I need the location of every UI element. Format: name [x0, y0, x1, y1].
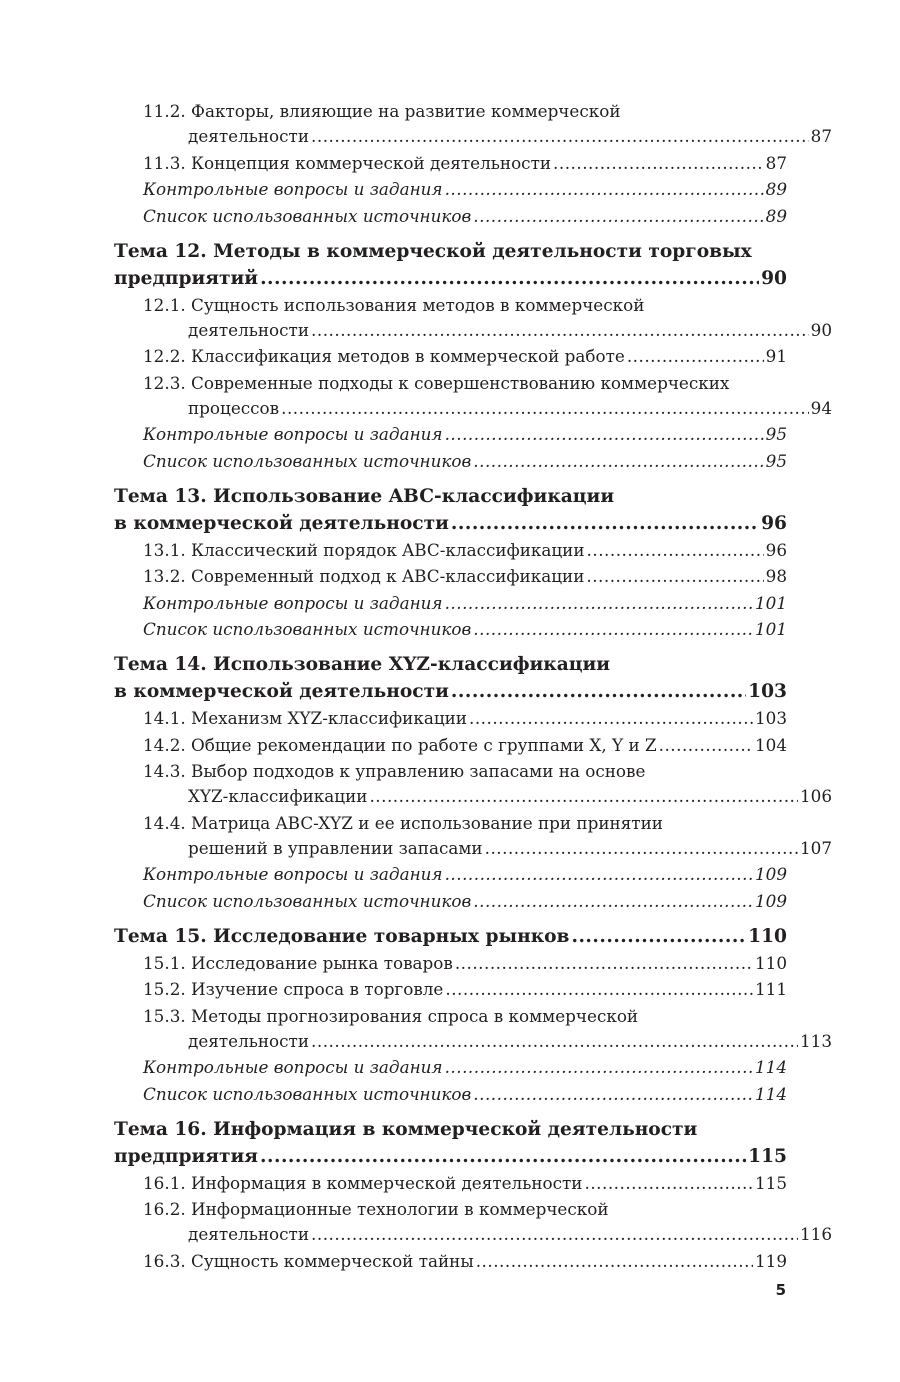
toc-entry[interactable]: [114, 99, 832, 149]
toc-page-number: 114: [754, 1083, 787, 1104]
dot-leader: [586, 564, 763, 589]
toc-page-number: 94: [810, 397, 832, 418]
toc-topic-entry[interactable]: [114, 651, 787, 705]
toc-entry-title: в коммерческой деятельности: [114, 512, 449, 534]
toc-entry[interactable]: [114, 1004, 832, 1054]
toc-entry-title: Тема 13. Использование ABC-классификации: [114, 485, 615, 507]
toc-entry[interactable]: [114, 977, 787, 1002]
toc-page-number: 89: [765, 205, 787, 226]
toc-entry-title: в коммерческой деятельности: [114, 681, 449, 702]
toc-entry-title: деятельности: [188, 126, 310, 146]
dot-leader: [260, 265, 759, 292]
toc-entry-title: Список использованных источников: [143, 1083, 472, 1104]
toc-entry-title: Список использованных источников: [143, 205, 472, 226]
toc-page-number: 109: [754, 864, 787, 884]
toc-entry-title: Тема 16. Информация в коммерческой деятельности: [114, 1118, 698, 1140]
toc-entry[interactable]: [114, 371, 832, 421]
toc-entry-title: 16.3. Сущность коммерческой тайны: [143, 1250, 474, 1271]
toc-page-number: 90: [761, 267, 787, 289]
toc-entry-title: 16.2. Информационные технологии в коммерческой: [143, 1199, 609, 1219]
dot-leader: [311, 318, 809, 343]
dot-leader: [445, 591, 753, 616]
toc-entry-title: Список использованных источников: [143, 890, 472, 911]
toc-entry[interactable]: [114, 564, 787, 589]
dot-leader: [587, 538, 764, 563]
toc-entry[interactable]: [114, 538, 787, 563]
toc-entry-title: 12.1. Сущность использования методов в коммерческой: [143, 294, 645, 315]
toc-entry[interactable]: [114, 1171, 787, 1196]
toc-entry-title: 12.3. Современные подходы к совершенствованию коммерческих: [143, 372, 730, 393]
toc-entry[interactable]: [114, 617, 787, 642]
toc-entry-title: деятельности: [188, 1224, 310, 1244]
dot-leader: [445, 862, 753, 887]
toc-page-number: 101: [754, 619, 787, 639]
toc-page-number: 87: [810, 126, 832, 146]
toc-page-number: 90: [810, 319, 832, 340]
toc-page-number: 115: [754, 1172, 787, 1193]
dot-leader: [369, 784, 798, 809]
toc-entry-title: 14.4. Матрица ABC-XYZ и ее использование при принятии: [143, 812, 663, 833]
toc-page-number: 107: [799, 837, 832, 858]
dot-leader: [485, 836, 798, 861]
toc-page-number: 103: [748, 681, 787, 702]
toc-entry-title: 13.1. Классический порядок ABC-классификации: [143, 539, 585, 560]
dot-leader: [455, 951, 753, 976]
toc-entry[interactable]: [114, 1197, 832, 1247]
toc-entry[interactable]: [114, 591, 787, 616]
toc-entry-title: деятельности: [188, 319, 310, 340]
toc-page-number: 119: [754, 1250, 787, 1271]
toc-entry[interactable]: [114, 811, 832, 861]
toc-entry-title: 13.2. Современный подход к ABC-классификации: [143, 566, 585, 586]
toc-page-number: 87: [765, 152, 787, 173]
toc-entry-title: Контрольные вопросы и задания: [143, 179, 443, 199]
dot-leader: [445, 177, 764, 202]
toc-entry[interactable]: [114, 1055, 787, 1080]
dot-leader: [585, 1171, 753, 1196]
toc-entry-title: XYZ-классификации: [188, 786, 368, 806]
toc-entry-title: предприятия: [114, 1145, 259, 1167]
dot-leader: [473, 449, 763, 474]
toc-entry-title: Контрольные вопросы и задания: [143, 864, 443, 884]
dot-leader: [473, 1082, 753, 1107]
toc-entry-title: 15.2. Изучение спроса в торговле: [143, 979, 444, 999]
dot-leader: [260, 1143, 746, 1170]
toc-page-number: 110: [754, 952, 787, 973]
toc-entry[interactable]: [114, 889, 787, 914]
toc-entry-title: Контрольные вопросы и задания: [143, 424, 443, 444]
toc-page-number: 104: [754, 734, 787, 755]
toc-entry[interactable]: [114, 177, 787, 202]
toc-entry-title: 15.3. Методы прогнозирования спроса в коммерческой: [143, 1005, 639, 1026]
toc-entry-title: Тема 14. Использование XYZ-классификации: [114, 654, 611, 675]
dot-leader: [311, 1222, 798, 1247]
toc-entry-title: 14.1. Механизм XYZ-классификации: [143, 708, 467, 728]
dot-leader: [445, 1055, 753, 1080]
toc-page-number: 115: [748, 1145, 787, 1167]
toc-entry[interactable]: [114, 1249, 787, 1274]
toc-entry[interactable]: [114, 422, 787, 447]
dot-leader: [473, 617, 753, 642]
toc-entry-title: Контрольные вопросы и задания: [143, 1057, 443, 1077]
page-number: 5: [775, 1281, 786, 1299]
toc-entry-title: Список использованных источников: [143, 450, 472, 471]
dot-leader: [659, 733, 753, 758]
dot-leader: [571, 923, 746, 950]
table-of-contents: [114, 99, 832, 1275]
toc-page-number: 113: [799, 1030, 832, 1051]
toc-entry-title: 14.2. Общие рекомендации по работе с группами X, Y и Z: [143, 734, 657, 755]
toc-entry-title: 12.2. Классификация методов в коммерческой работе: [143, 346, 625, 366]
toc-entry[interactable]: [114, 293, 832, 343]
toc-entry-title: 16.1. Информация в коммерческой деятельности: [143, 1172, 583, 1193]
toc-entry-title: 15.1. Исследование рынка товаров: [143, 952, 453, 973]
toc-topic-entry[interactable]: [114, 238, 787, 292]
toc-page-number: 111: [754, 979, 787, 999]
toc-entry-title: 11.2. Факторы, влияющие на развитие коммерческой: [143, 101, 621, 121]
toc-topic-entry[interactable]: [114, 1116, 787, 1170]
dot-leader: [281, 396, 809, 421]
dot-leader: [469, 706, 753, 731]
toc-entry-title: решений в управлении запасами: [188, 837, 483, 858]
toc-page-number: 96: [761, 512, 787, 534]
dot-leader: [451, 678, 746, 705]
toc-entry-title: деятельности: [188, 1030, 310, 1051]
toc-topic-entry[interactable]: [114, 483, 787, 537]
dot-leader: [451, 510, 759, 537]
toc-page-number: 89: [765, 179, 787, 199]
dot-leader: [476, 1249, 753, 1274]
toc-page-number: 91: [765, 346, 787, 366]
dot-leader: [473, 204, 763, 229]
toc-entry-title: предприятий: [114, 267, 259, 289]
toc-entry-title: Тема 15. Исследование товарных рынков: [114, 925, 570, 947]
toc-entry[interactable]: [114, 1082, 787, 1107]
toc-page-number: 116: [799, 1224, 832, 1244]
toc-entry[interactable]: [114, 706, 787, 731]
toc-page-number: 103: [754, 708, 787, 728]
toc-entry-title: Тема 12. Методы в коммерческой деятельности торговых: [114, 240, 752, 262]
toc-page-number: 109: [754, 890, 787, 911]
toc-page-number: 95: [765, 450, 787, 471]
dot-leader: [311, 1029, 798, 1054]
toc-page-number: 106: [799, 786, 832, 806]
toc-entry-title: Список использованных источников: [143, 619, 472, 639]
toc-entry-title: 14.3. Выбор подходов к управлению запасами на основе: [143, 761, 646, 781]
dot-leader: [311, 124, 809, 149]
toc-entry-title: процессов: [188, 397, 280, 418]
toc-entry[interactable]: [114, 733, 787, 758]
toc-entry[interactable]: [114, 151, 787, 176]
toc-page-number: 110: [748, 925, 787, 947]
toc-entry[interactable]: [114, 759, 832, 809]
dot-leader: [473, 889, 753, 914]
toc-entry[interactable]: [114, 344, 787, 369]
toc-entry[interactable]: [114, 862, 787, 887]
toc-page-number: 114: [754, 1057, 787, 1077]
toc-entry-title: 11.3. Концепция коммерческой деятельности: [143, 152, 552, 173]
toc-topic-entry[interactable]: [114, 923, 787, 950]
toc-page-number: 96: [765, 539, 787, 560]
toc-entry[interactable]: [114, 449, 787, 474]
toc-page-number: 101: [754, 592, 787, 613]
toc-entry[interactable]: [114, 204, 787, 229]
toc-entry-title: Контрольные вопросы и задания: [143, 592, 443, 613]
toc-page-number: 95: [765, 424, 787, 444]
dot-leader: [627, 344, 764, 369]
dot-leader: [553, 151, 764, 176]
toc-page-number: 98: [765, 566, 787, 586]
toc-entry[interactable]: [114, 951, 787, 976]
dot-leader: [445, 422, 764, 447]
dot-leader: [445, 977, 753, 1002]
